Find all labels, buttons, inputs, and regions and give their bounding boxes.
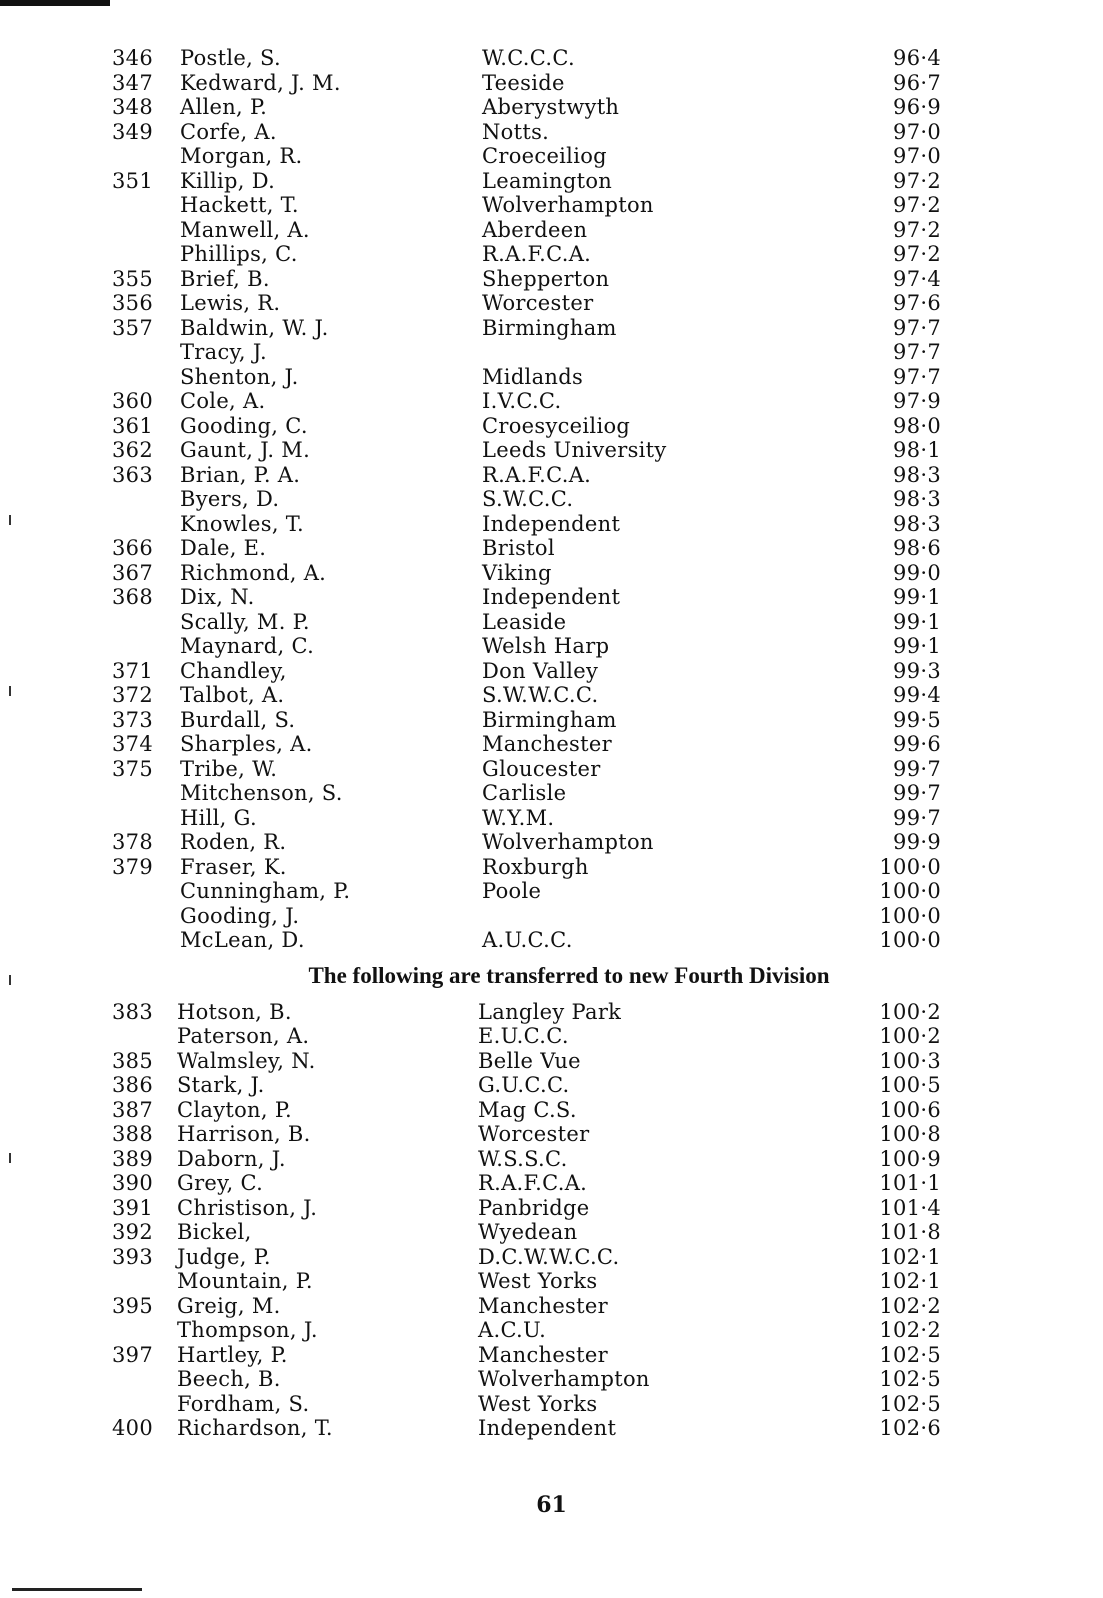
table-row — [0, 1049, 1103, 1074]
club-cell: Don Valley — [482, 658, 599, 683]
page-number: 61 — [536, 1492, 567, 1518]
name-cell: Gooding, C. — [180, 413, 308, 438]
table-row — [0, 144, 1103, 169]
time-cell: 99·7 — [893, 805, 941, 830]
rank-cell: 356 — [112, 291, 153, 315]
club-cell: Leamington — [482, 168, 613, 193]
table-row — [0, 487, 1103, 512]
table-row — [0, 1392, 1103, 1417]
rank-cell: 347 — [112, 70, 153, 95]
bottom-rule — [12, 1588, 142, 1591]
name-cell: Roden, R. — [180, 830, 287, 854]
table-row — [0, 1318, 1103, 1343]
name-cell: Cole, A. — [180, 389, 266, 413]
time-cell: 98·6 — [893, 536, 941, 560]
name-cell: Gaunt, J. M. — [180, 438, 311, 462]
rank-cell: 357 — [112, 315, 153, 340]
table-row — [0, 46, 1103, 71]
club-cell: Manchester — [478, 1293, 608, 1318]
table-row — [0, 340, 1103, 365]
table-row — [0, 291, 1103, 316]
table-row — [0, 561, 1103, 586]
club-cell: Manchester — [482, 732, 612, 756]
table-row — [0, 1245, 1103, 1270]
time-cell: 99·1 — [893, 634, 941, 658]
club-cell: Langley Park — [478, 999, 622, 1024]
table-row — [0, 169, 1103, 194]
name-cell: Tribe, W. — [180, 756, 278, 781]
name-cell: Talbot, A. — [180, 683, 285, 707]
name-cell: Kedward, J. M. — [180, 70, 341, 95]
section-divider-heading: The following are transferred to new Fourth Division — [308, 962, 830, 988]
table-row — [0, 120, 1103, 145]
table-row — [0, 438, 1103, 463]
table-row — [0, 365, 1103, 390]
name-cell: Beech, B. — [177, 1367, 281, 1391]
rank-cell: 388 — [112, 1122, 153, 1146]
rank-cell: 349 — [112, 119, 153, 144]
table-row — [0, 904, 1103, 929]
rank-cell: 348 — [112, 95, 153, 119]
rank-cell: 383 — [112, 999, 153, 1024]
name-cell: Mountain, P. — [177, 1269, 313, 1293]
time-cell: 102·2 — [879, 1318, 941, 1342]
club-cell: E.U.C.C. — [478, 1024, 569, 1048]
club-cell: West Yorks — [478, 1391, 598, 1416]
table-row — [0, 1024, 1103, 1049]
name-cell: Chandley, — [180, 658, 287, 683]
time-cell: 99·9 — [893, 830, 941, 854]
table-row — [0, 1122, 1103, 1147]
time-cell: 102·5 — [879, 1367, 941, 1391]
name-cell: Phillips, C. — [180, 242, 298, 266]
table-row — [0, 536, 1103, 561]
club-cell: R.A.F.C.A. — [482, 462, 592, 487]
time-cell: 99·7 — [893, 781, 941, 805]
table-row — [0, 585, 1103, 610]
name-cell: Mitchenson, S. — [180, 781, 343, 805]
name-cell: Paterson, A. — [177, 1024, 310, 1048]
name-cell: Stark, J. — [177, 1073, 265, 1097]
time-cell: 98·1 — [893, 438, 941, 462]
table-row — [0, 1147, 1103, 1172]
rank-cell: 360 — [112, 389, 153, 413]
club-cell: Teeside — [482, 70, 565, 95]
table-row — [0, 683, 1103, 708]
time-cell: 97·2 — [893, 242, 941, 266]
club-cell: S.W.C.C. — [482, 487, 574, 511]
rank-cell: 387 — [112, 1097, 153, 1122]
club-cell: W.S.S.C. — [478, 1146, 568, 1171]
rank-cell: 378 — [112, 830, 153, 854]
club-cell: Independent — [482, 585, 621, 609]
name-cell: Byers, D. — [180, 487, 280, 511]
table-row — [0, 659, 1103, 684]
club-cell: A.U.C.C. — [482, 928, 573, 952]
time-cell: 100·0 — [879, 854, 941, 879]
top-rule — [0, 0, 110, 6]
table-row — [0, 267, 1103, 292]
club-cell: Bristol — [482, 536, 555, 560]
time-cell: 100·0 — [879, 903, 941, 928]
table-row — [0, 1367, 1103, 1392]
rank-cell: 392 — [112, 1220, 153, 1244]
time-cell: 100·5 — [879, 1073, 941, 1097]
club-cell: Gloucester — [482, 756, 601, 781]
table-row — [0, 316, 1103, 341]
name-cell: Thompson, J. — [177, 1318, 318, 1342]
club-cell: Mag C.S. — [478, 1097, 577, 1122]
rank-cell: 373 — [112, 707, 153, 732]
time-cell: 97·0 — [893, 144, 941, 168]
name-cell: Hartley, P. — [177, 1342, 288, 1367]
club-cell: Independent — [482, 511, 621, 536]
table-row — [0, 1098, 1103, 1123]
name-cell: Fraser, K. — [180, 854, 287, 879]
rank-cell: 385 — [112, 1048, 153, 1073]
table-row — [0, 928, 1103, 953]
club-cell: G.U.C.C. — [478, 1073, 570, 1097]
rank-cell: 390 — [112, 1171, 153, 1195]
time-cell: 98·3 — [893, 462, 941, 487]
time-cell: 102·6 — [879, 1416, 941, 1440]
club-cell: Birmingham — [482, 707, 617, 732]
name-cell: Harrison, B. — [177, 1122, 311, 1146]
club-cell: Roxburgh — [482, 854, 589, 879]
time-cell: 101·8 — [879, 1220, 941, 1244]
time-cell: 100·8 — [879, 1122, 941, 1146]
table-row — [0, 512, 1103, 537]
table-row — [0, 1171, 1103, 1196]
time-cell: 101·1 — [879, 1171, 941, 1195]
time-cell: 99·0 — [893, 560, 941, 585]
name-cell: Brian, P. A. — [180, 462, 301, 487]
table-row — [0, 855, 1103, 880]
name-cell: Lewis, R. — [180, 291, 281, 315]
name-cell: Hotson, B. — [177, 999, 292, 1024]
club-cell: Viking — [482, 560, 552, 585]
name-cell: Postle, S. — [180, 46, 281, 70]
club-cell: I.V.C.C. — [482, 389, 562, 413]
table-row — [0, 71, 1103, 96]
club-cell: Birmingham — [482, 315, 617, 340]
table-row — [0, 732, 1103, 757]
club-cell: Aberdeen — [482, 217, 588, 242]
club-cell: West Yorks — [478, 1269, 598, 1293]
time-cell: 102·1 — [879, 1244, 941, 1269]
time-cell: 96·7 — [893, 70, 941, 95]
rank-cell: 371 — [112, 658, 153, 683]
time-cell: 102·5 — [879, 1342, 941, 1367]
name-cell: Brief, B. — [180, 266, 270, 291]
rank-cell: 367 — [112, 560, 153, 585]
table-row — [0, 781, 1103, 806]
name-cell: Fordham, S. — [177, 1391, 310, 1416]
club-cell: Worcester — [478, 1122, 590, 1146]
club-cell: Wolverhampton — [482, 193, 654, 217]
table-row — [0, 1294, 1103, 1319]
name-cell: Sharples, A. — [180, 732, 313, 756]
club-cell: Notts. — [482, 119, 550, 144]
club-cell: Croesyceiliog — [482, 413, 631, 438]
name-cell: Greig, M. — [177, 1293, 281, 1318]
table-row — [0, 1196, 1103, 1221]
time-cell: 100·3 — [879, 1048, 941, 1073]
time-cell: 97·7 — [893, 364, 941, 389]
name-cell: Richardson, T. — [177, 1416, 333, 1440]
rank-cell: 355 — [112, 266, 153, 291]
time-cell: 99·5 — [893, 707, 941, 732]
name-cell: Baldwin, W. J. — [180, 315, 329, 340]
rank-cell: 361 — [112, 413, 153, 438]
rank-cell: 366 — [112, 536, 153, 560]
club-cell: W.Y.M. — [482, 805, 555, 830]
name-cell: Shenton, J. — [180, 364, 299, 389]
table-row — [0, 757, 1103, 782]
time-cell: 100·0 — [879, 928, 941, 952]
rank-cell: 346 — [112, 46, 153, 70]
time-cell: 100·2 — [879, 999, 941, 1024]
table-row — [0, 1073, 1103, 1098]
name-cell: Maynard, C. — [180, 634, 315, 658]
table-row — [0, 708, 1103, 733]
club-cell: D.C.W.W.C.C. — [478, 1244, 620, 1269]
table-row — [0, 389, 1103, 414]
club-cell: Wolverhampton — [482, 830, 654, 854]
rank-cell: 391 — [112, 1195, 153, 1220]
rank-cell: 375 — [112, 756, 153, 781]
time-cell: 100·0 — [879, 879, 941, 903]
name-cell: Clayton, P. — [177, 1097, 292, 1122]
club-cell: R.A.F.C.A. — [482, 242, 592, 266]
table-row — [0, 242, 1103, 267]
table-row — [0, 1416, 1103, 1441]
name-cell: Dale, E. — [180, 536, 267, 560]
name-cell: Walmsley, N. — [177, 1048, 316, 1073]
name-cell: Scally, M. P. — [180, 609, 310, 634]
club-cell: Shepperton — [482, 266, 610, 291]
time-cell: 99·3 — [893, 658, 941, 683]
time-cell: 100·2 — [879, 1024, 941, 1048]
name-cell: Manwell, A. — [180, 217, 310, 242]
table-row — [0, 610, 1103, 635]
club-cell: Panbridge — [478, 1195, 590, 1220]
club-cell: Manchester — [478, 1342, 608, 1367]
club-cell: Leeds University — [482, 438, 667, 462]
rank-cell: 372 — [112, 683, 153, 707]
rank-cell: 351 — [112, 168, 153, 193]
name-cell: Daborn, J. — [177, 1146, 286, 1171]
time-cell: 97·0 — [893, 119, 941, 144]
name-cell: Corfe, A. — [180, 119, 277, 144]
time-cell: 100·9 — [879, 1146, 941, 1171]
rank-cell: 363 — [112, 462, 153, 487]
table-row — [0, 879, 1103, 904]
club-cell: A.C.U. — [478, 1318, 547, 1342]
name-cell: Richmond, A. — [180, 560, 327, 585]
time-cell: 102·2 — [879, 1293, 941, 1318]
name-cell: Morgan, R. — [180, 144, 303, 168]
name-cell: Hackett, T. — [180, 193, 299, 217]
time-cell: 97·2 — [893, 193, 941, 217]
table-row — [0, 218, 1103, 243]
table-row — [0, 414, 1103, 439]
time-cell: 98·3 — [893, 511, 941, 536]
time-cell: 99·4 — [893, 683, 941, 707]
name-cell: Judge, P. — [177, 1244, 271, 1269]
time-cell: 98·3 — [893, 487, 941, 511]
table-row — [0, 95, 1103, 120]
rank-cell: 368 — [112, 585, 153, 609]
table-row — [0, 1220, 1103, 1245]
time-cell: 102·5 — [879, 1391, 941, 1416]
club-cell: Worcester — [482, 291, 594, 315]
club-cell: Poole — [482, 879, 542, 903]
name-cell: Gooding, J. — [180, 903, 300, 928]
name-cell: McLean, D. — [180, 928, 305, 952]
table-row — [0, 1269, 1103, 1294]
club-cell: R.A.F.C.A. — [478, 1171, 588, 1195]
time-cell: 97·9 — [893, 389, 941, 413]
rank-cell: 395 — [112, 1293, 153, 1318]
time-cell: 102·1 — [879, 1269, 941, 1293]
rank-cell: 386 — [112, 1073, 153, 1097]
rank-cell: 389 — [112, 1146, 153, 1171]
rank-cell: 362 — [112, 438, 153, 462]
time-cell: 97·2 — [893, 217, 941, 242]
club-cell: Leaside — [482, 609, 567, 634]
table-row — [0, 830, 1103, 855]
name-cell: Killip, D. — [180, 168, 276, 193]
name-cell: Bickel, — [177, 1220, 252, 1244]
club-cell: Midlands — [482, 364, 584, 389]
table-row — [0, 634, 1103, 659]
time-cell: 98·0 — [893, 413, 941, 438]
club-cell: W.C.C.C. — [482, 46, 575, 70]
name-cell: Burdall, S. — [180, 707, 296, 732]
club-cell: Croeceiliog — [482, 144, 607, 168]
time-cell: 96·9 — [893, 95, 941, 119]
club-cell: Belle Vue — [478, 1048, 581, 1073]
table-row — [0, 1343, 1103, 1368]
rank-cell: 397 — [112, 1342, 153, 1367]
club-cell: Aberystwyth — [482, 95, 620, 119]
time-cell: 97·4 — [893, 266, 941, 291]
time-cell: 97·7 — [893, 315, 941, 340]
name-cell: Grey, C. — [177, 1171, 264, 1195]
name-cell: Dix, N. — [180, 585, 255, 609]
time-cell: 97·7 — [893, 340, 941, 364]
club-cell: Welsh Harp — [482, 634, 610, 658]
time-cell: 99·7 — [893, 756, 941, 781]
rank-cell: 400 — [112, 1416, 153, 1440]
name-cell: Allen, P. — [180, 95, 268, 119]
name-cell: Tracy, J. — [180, 340, 267, 364]
name-cell: Christison, J. — [177, 1195, 318, 1220]
club-cell: Wyedean — [478, 1220, 578, 1244]
club-cell: Wolverhampton — [478, 1367, 650, 1391]
time-cell: 97·2 — [893, 168, 941, 193]
time-cell: 99·1 — [893, 609, 941, 634]
rank-cell: 379 — [112, 854, 153, 879]
club-cell: Independent — [478, 1416, 617, 1440]
table-row — [0, 1000, 1103, 1025]
name-cell: Cunningham, P. — [180, 879, 351, 903]
time-cell: 101·4 — [879, 1195, 941, 1220]
time-cell: 99·6 — [893, 732, 941, 756]
club-cell: Carlisle — [482, 781, 567, 805]
time-cell: 99·1 — [893, 585, 941, 609]
table-row — [0, 463, 1103, 488]
time-cell: 97·6 — [893, 291, 941, 315]
time-cell: 96·4 — [893, 46, 941, 70]
table-row — [0, 193, 1103, 218]
name-cell: Knowles, T. — [180, 511, 304, 536]
club-cell: S.W.W.C.C. — [482, 683, 599, 707]
rank-cell: 374 — [112, 732, 153, 756]
time-cell: 100·6 — [879, 1097, 941, 1122]
results-table — [0, 46, 1103, 1441]
rank-cell: 393 — [112, 1244, 153, 1269]
table-row — [0, 806, 1103, 831]
name-cell: Hill, G. — [180, 805, 257, 830]
